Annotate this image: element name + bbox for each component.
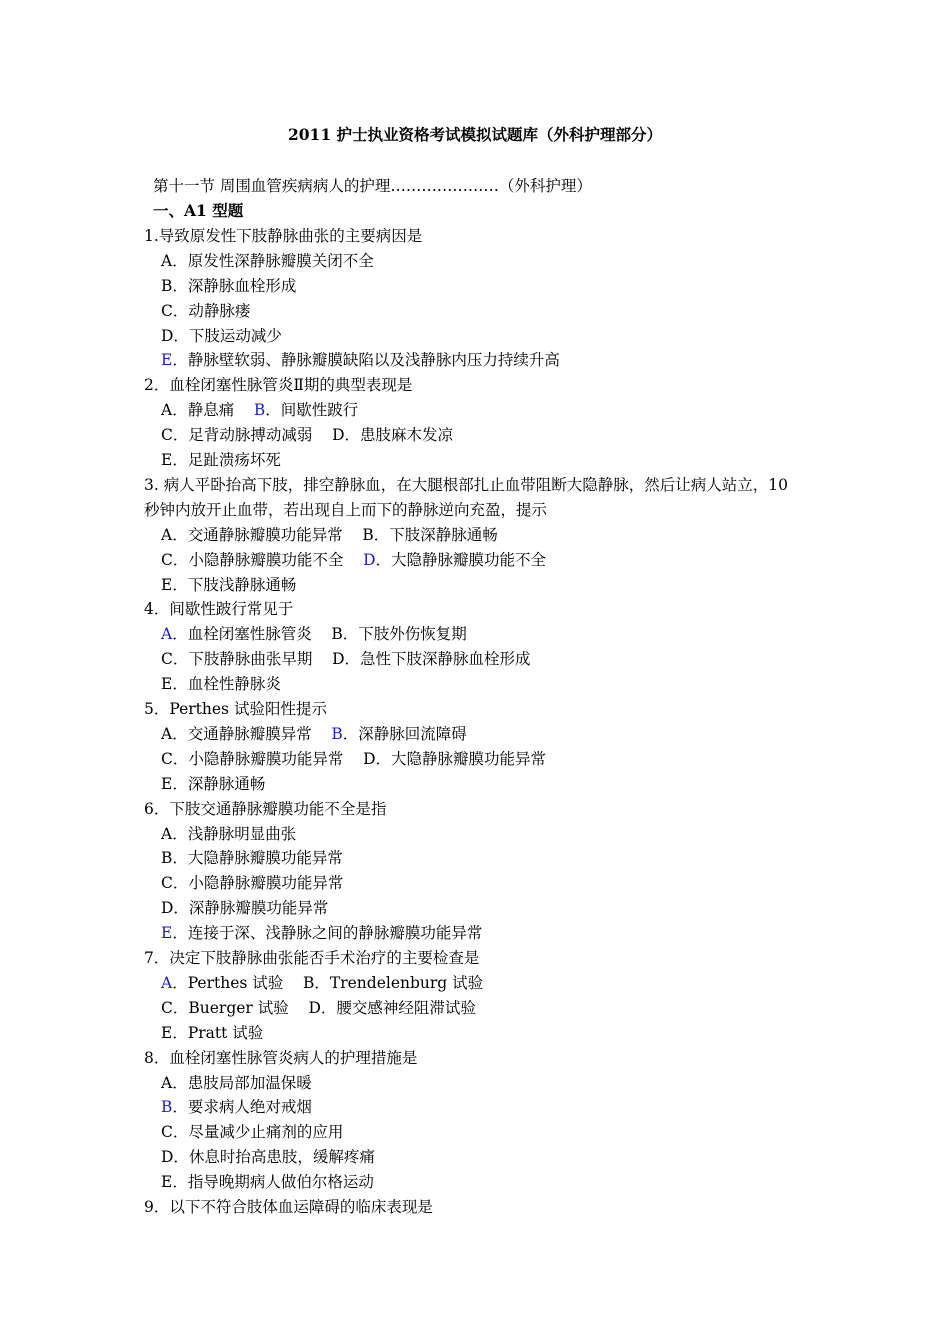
option-text: C．下肢静脉曲张早期 D．急性下肢深静脉血栓形成 <box>161 650 531 668</box>
option-line <box>161 251 374 271</box>
question-stem: 9．以下不符合肢体血运障碍的临床表现是 <box>144 1198 433 1216</box>
option-text: B．大隐静脉瓣膜功能异常 <box>161 849 343 867</box>
option-text: E．下肢浅静脉通畅 <box>161 576 297 594</box>
answer-letter: A <box>161 625 173 643</box>
option-line <box>161 724 467 744</box>
option-text: ．连接于深、浅静脉之间的静脉瓣膜功能异常 <box>172 924 483 942</box>
question-stem-continued: 秒钟内放开止血带，若出现自上而下的静脉逆向充盈，提示 <box>144 501 548 519</box>
option-text: C．尽量减少止痛剂的应用 <box>161 1123 344 1141</box>
option-text: ．静脉壁软弱、静脉瓣膜缺陷以及浅静脉内压力持续升高 <box>172 351 560 369</box>
option-line <box>161 550 546 570</box>
option-line <box>161 425 453 445</box>
option-line <box>161 575 296 595</box>
option-text: A．原发性深静脉瓣膜关闭不全 <box>161 252 374 270</box>
option-line <box>161 848 343 868</box>
option-line <box>161 400 358 420</box>
option-line <box>161 998 476 1018</box>
question-stem: 2．血栓闭塞性脉管炎Ⅱ期的典型表现是 <box>144 376 413 394</box>
option-line <box>161 326 282 346</box>
option-line <box>161 973 483 993</box>
option-text: A．静息痛 <box>161 401 254 419</box>
option-text: ．深静脉回流障碍 <box>342 725 467 743</box>
option-text: A．浅静脉明显曲张 <box>161 825 297 843</box>
answer-letter: A <box>161 974 173 992</box>
option-text: A．交通静脉瓣膜异常 <box>161 725 332 743</box>
option-text: C．足背动脉搏动减弱 D．患肢麻木发凉 <box>161 426 453 444</box>
option-line <box>161 450 281 470</box>
option-line <box>161 1172 374 1192</box>
answer-letter: B <box>331 725 343 743</box>
option-text: E．Pratt 试验 <box>161 1024 264 1042</box>
option-line <box>161 649 531 669</box>
option-text: D．深静脉瓣膜功能异常 <box>161 899 329 917</box>
question-stem: 3. 病人平卧抬高下肢，排空静脉血，在大腿根部扎止血带阻断大隐静脉，然后让病人站立，10 <box>144 476 788 494</box>
question-stem: 1.导致原发性下肢静脉曲张的主要病因是 <box>144 227 423 245</box>
option-text: ．要求病人绝对戒烟 <box>172 1098 312 1116</box>
option-line <box>161 301 250 321</box>
option-text: E．足趾溃疡坏死 <box>161 451 281 469</box>
question-stem: 4．间歇性跛行常见于 <box>144 600 294 618</box>
answer-letter: E <box>161 351 173 369</box>
section-heading: 第十一节 周围血管疾病病人的护理…………………（外科护理） <box>153 177 592 195</box>
question-stem: 8．血栓闭塞性脉管炎病人的护理措施是 <box>144 1049 418 1067</box>
option-line <box>161 774 265 794</box>
question-stem: 5．Perthes 试验阳性提示 <box>144 700 327 718</box>
option-text: ．间歇性跛行 <box>265 401 359 419</box>
option-text: D．下肢运动减少 <box>161 327 282 345</box>
option-text: ．大隐静脉瓣膜功能不全 <box>375 551 547 569</box>
option-text: B．深静脉血栓形成 <box>161 277 297 295</box>
option-text: C．小隐静脉瓣膜功能不全 <box>161 551 364 569</box>
answer-letter: D <box>363 551 376 569</box>
document-title: 2011 护士执业资格考试模拟试题库（外科护理部分） <box>287 125 663 144</box>
question-stem: 7．决定下肢静脉曲张能否手术治疗的主要检查是 <box>144 949 480 967</box>
answer-letter: B <box>253 401 266 419</box>
option-text: ．Perthes 试验 B．Trendelenburg 试验 <box>172 974 484 992</box>
answer-letter: E <box>161 924 173 942</box>
option-line <box>161 1073 312 1093</box>
option-line <box>161 923 482 943</box>
option-line <box>161 276 296 296</box>
option-text: A．交通静脉瓣膜功能异常 B．下肢深静脉通畅 <box>161 526 498 544</box>
question-stem: 6．下肢交通静脉瓣膜功能不全是指 <box>144 800 387 818</box>
option-text: E．深静脉通畅 <box>161 775 266 793</box>
option-line <box>161 898 328 918</box>
option-text: D．休息时抬高患肢，缓解疼痛 <box>161 1148 375 1166</box>
option-line <box>161 525 498 545</box>
option-text: ．血栓闭塞性脉管炎 B．下肢外伤恢复期 <box>172 625 467 643</box>
question-type-heading: 一、A1 型题 <box>153 201 244 220</box>
option-text: A．患肢局部加温保暖 <box>161 1074 312 1092</box>
option-line <box>161 873 343 893</box>
option-text: C．小隐静脉瓣膜功能异常 D．大隐静脉瓣膜功能异常 <box>161 750 546 768</box>
option-line <box>161 1023 263 1043</box>
option-line <box>161 1097 312 1117</box>
option-text: E．指导晚期病人做伯尔格运动 <box>161 1173 374 1191</box>
option-line <box>161 674 281 694</box>
option-text: C．小隐静脉瓣膜功能异常 <box>161 874 344 892</box>
option-line <box>161 1147 375 1167</box>
option-text: C．动静脉瘘 <box>161 302 251 320</box>
option-line <box>161 350 560 370</box>
option-line <box>161 1122 343 1142</box>
option-text: C．Buerger 试验 D．腰交感神经阻滞试验 <box>161 999 476 1017</box>
option-line <box>161 624 467 644</box>
option-text: E．血栓性静脉炎 <box>161 675 281 693</box>
option-line <box>161 749 546 769</box>
option-line <box>161 824 296 844</box>
answer-letter: B <box>161 1098 173 1116</box>
